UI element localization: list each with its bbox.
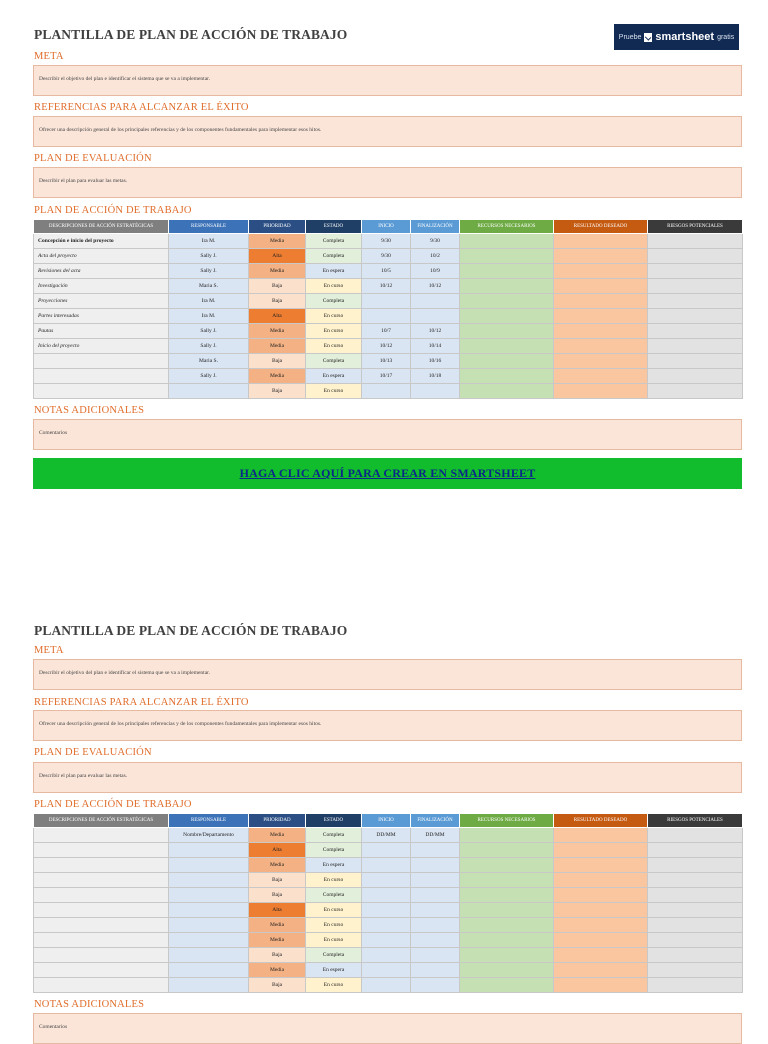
cell-recursos[interactable] (460, 918, 554, 933)
cell-riesgos[interactable] (648, 858, 743, 873)
cell-prioridad[interactable]: Alta (249, 903, 306, 918)
cell-finalizacion[interactable] (411, 888, 460, 903)
cell-recursos[interactable] (460, 339, 554, 354)
cell-inicio[interactable]: 10/12 (362, 339, 411, 354)
col-header-riesgos: RIESGOS POTENCIALES (648, 220, 743, 234)
col-header-recursos: RECURSOS NECESARIOS (460, 220, 554, 234)
table-row (34, 933, 743, 948)
cell-descripcion[interactable] (34, 918, 169, 933)
cell-riesgos[interactable] (648, 324, 743, 339)
col-header-responsable: RESPONSABLE (169, 814, 249, 828)
cell-recursos[interactable] (460, 384, 554, 399)
cell-prioridad[interactable]: Media (249, 234, 306, 249)
cell-recursos[interactable] (460, 858, 554, 873)
plan-heading: PLAN DE ACCIÓN DE TRABAJO (34, 799, 192, 810)
cell-resultado[interactable] (554, 948, 648, 963)
cell-descripcion[interactable] (34, 963, 169, 978)
cell-resultado[interactable] (554, 963, 648, 978)
cell-resultado[interactable] (554, 933, 648, 948)
cell-finalizacion[interactable] (411, 948, 460, 963)
cell-finalizacion[interactable] (411, 978, 460, 993)
cell-riesgos[interactable] (648, 384, 743, 399)
cell-finalizacion[interactable] (411, 384, 460, 399)
action-plan-table (33, 219, 743, 399)
table-row (34, 843, 743, 858)
col-header-inicio: INICIO (362, 220, 411, 234)
cell-resultado[interactable] (554, 279, 648, 294)
cell-responsable[interactable]: Nombre/Departamento (169, 828, 249, 843)
page-title: PLANTILLA DE PLAN DE ACCIÓN DE TRABAJO (34, 27, 348, 42)
cell-inicio[interactable]: 10/13 (362, 354, 411, 369)
cell-resultado[interactable] (554, 843, 648, 858)
notas-field[interactable]: Comentarios (33, 419, 742, 450)
cell-descripcion[interactable] (34, 873, 169, 888)
cell-inicio[interactable] (362, 384, 411, 399)
cell-resultado[interactable] (554, 249, 648, 264)
cell-finalizacion[interactable]: 10/14 (411, 339, 460, 354)
meta-heading: META (34, 51, 64, 62)
cell-inicio[interactable] (362, 858, 411, 873)
cell-estado[interactable]: Completa (306, 354, 362, 369)
cell-resultado[interactable] (554, 324, 648, 339)
notas-heading: NOTAS ADICIONALES (34, 999, 145, 1010)
cell-estado[interactable]: En curso (306, 324, 362, 339)
col-header-estado: ESTADO (306, 220, 362, 234)
cell-responsable[interactable]: Maria S. (169, 279, 249, 294)
cell-recursos[interactable] (460, 963, 554, 978)
cell-estado[interactable]: En curso (306, 309, 362, 324)
cell-recursos[interactable] (460, 354, 554, 369)
cell-responsable[interactable] (169, 933, 249, 948)
table-row (34, 978, 743, 993)
cell-responsable[interactable]: Ira M. (169, 294, 249, 309)
table-row (34, 903, 743, 918)
cell-prioridad[interactable]: Alta (249, 249, 306, 264)
cell-recursos[interactable] (460, 828, 554, 843)
table-row (34, 249, 743, 264)
cell-riesgos[interactable] (648, 294, 743, 309)
cell-estado[interactable]: En curso (306, 279, 362, 294)
cell-estado[interactable]: En espera (306, 858, 362, 873)
referencias-heading: REFERENCIAS PARA ALCANZAR EL ÉXITO (34, 697, 249, 708)
col-header-resultado: RESULTADO DESEADO (554, 814, 648, 828)
promo-pre-label: Pruebe (618, 33, 642, 41)
cell-estado[interactable]: En curso (306, 918, 362, 933)
cell-riesgos[interactable] (648, 873, 743, 888)
cell-responsable[interactable] (169, 843, 249, 858)
cell-recursos[interactable] (460, 234, 554, 249)
table-row (34, 264, 743, 279)
table-header-row (34, 814, 743, 828)
cell-prioridad[interactable]: Media (249, 933, 306, 948)
table-row (34, 384, 743, 399)
cell-finalizacion[interactable] (411, 858, 460, 873)
cell-descripcion[interactable]: Revisiones del acta (34, 264, 169, 279)
cell-inicio[interactable] (362, 918, 411, 933)
cell-inicio[interactable] (362, 294, 411, 309)
promo-post-label: gratis (717, 33, 735, 41)
table-row (34, 279, 743, 294)
cell-riesgos[interactable] (648, 339, 743, 354)
cell-descripcion[interactable]: Pautas (34, 324, 169, 339)
cell-estado[interactable]: Completa (306, 828, 362, 843)
cell-responsable[interactable] (169, 948, 249, 963)
cell-estado[interactable]: Completa (306, 948, 362, 963)
cell-inicio[interactable] (362, 888, 411, 903)
cell-descripcion[interactable] (34, 858, 169, 873)
cell-inicio[interactable]: 10/12 (362, 279, 411, 294)
table-row (34, 858, 743, 873)
cell-responsable[interactable]: Maria S. (169, 354, 249, 369)
col-header-resultado: RESULTADO DESEADO (554, 220, 648, 234)
cell-estado[interactable]: En curso (306, 339, 362, 354)
cell-resultado[interactable] (554, 309, 648, 324)
referencias-heading: REFERENCIAS PARA ALCANZAR EL ÉXITO (34, 102, 249, 113)
cell-inicio[interactable] (362, 978, 411, 993)
cell-recursos[interactable] (460, 873, 554, 888)
cell-descripcion[interactable] (34, 978, 169, 993)
cell-riesgos[interactable] (648, 888, 743, 903)
cell-riesgos[interactable] (648, 354, 743, 369)
cell-recursos[interactable] (460, 903, 554, 918)
cell-inicio[interactable] (362, 873, 411, 888)
cell-finalizacion[interactable] (411, 933, 460, 948)
cell-estado[interactable]: En curso (306, 978, 362, 993)
action-plan-table (33, 813, 743, 993)
cell-resultado[interactable] (554, 369, 648, 384)
table-row (34, 963, 743, 978)
cell-riesgos[interactable] (648, 264, 743, 279)
meta-field[interactable]: Describir el objetivo del plan e identificar el sistema que se va a implementar. (33, 659, 742, 690)
cell-finalizacion[interactable] (411, 843, 460, 858)
cell-estado[interactable]: Completa (306, 234, 362, 249)
cta-label: HAGA CLIC AQUÍ PARA CREAR EN SMARTSHEET (239, 466, 536, 480)
cell-resultado[interactable] (554, 873, 648, 888)
table-row (34, 354, 743, 369)
cell-prioridad[interactable]: Baja (249, 978, 306, 993)
cell-prioridad[interactable]: Baja (249, 888, 306, 903)
cell-estado[interactable]: Completa (306, 249, 362, 264)
cell-inicio[interactable] (362, 903, 411, 918)
create-in-smartsheet-button[interactable] (33, 458, 742, 489)
cell-prioridad[interactable]: Alta (249, 309, 306, 324)
cell-prioridad[interactable]: Baja (249, 384, 306, 399)
cell-riesgos[interactable] (648, 369, 743, 384)
cell-riesgos[interactable] (648, 933, 743, 948)
table-row (34, 918, 743, 933)
cell-finalizacion[interactable] (411, 309, 460, 324)
cell-recursos[interactable] (460, 843, 554, 858)
cell-resultado[interactable] (554, 918, 648, 933)
cell-descripcion[interactable] (34, 369, 169, 384)
table-header-row (34, 220, 743, 234)
cell-resultado[interactable] (554, 234, 648, 249)
cell-riesgos[interactable] (648, 309, 743, 324)
cell-inicio[interactable]: 10/7 (362, 324, 411, 339)
cell-prioridad[interactable]: Media (249, 324, 306, 339)
cell-prioridad[interactable]: Baja (249, 354, 306, 369)
cell-finalizacion[interactable]: 10/12 (411, 324, 460, 339)
cell-prioridad[interactable]: Media (249, 264, 306, 279)
cell-prioridad[interactable]: Media (249, 339, 306, 354)
col-header-riesgos: RIESGOS POTENCIALES (648, 814, 743, 828)
cell-finalizacion[interactable] (411, 963, 460, 978)
evaluacion-heading: PLAN DE EVALUACIÓN (34, 747, 152, 758)
cell-descripcion[interactable]: Investigación (34, 279, 169, 294)
cell-finalizacion[interactable]: 10/18 (411, 369, 460, 384)
cell-resultado[interactable] (554, 354, 648, 369)
cell-estado[interactable]: Completa (306, 294, 362, 309)
cell-finalizacion[interactable]: 10/9 (411, 264, 460, 279)
col-header-prioridad: PRIORIDAD (249, 814, 306, 828)
cell-prioridad[interactable]: Media (249, 963, 306, 978)
table-row (34, 309, 743, 324)
cell-resultado[interactable] (554, 828, 648, 843)
cell-responsable[interactable]: Sally J. (169, 369, 249, 384)
referencias-field[interactable]: Ofrecer una descripción general de los principales referencias y de los componentes fundamentales para implementar esos hitos. (33, 116, 742, 147)
cell-estado[interactable]: En curso (306, 933, 362, 948)
cell-riesgos[interactable] (648, 279, 743, 294)
table-row (34, 234, 743, 249)
cell-resultado[interactable] (554, 294, 648, 309)
cell-descripcion[interactable] (34, 354, 169, 369)
col-header-responsable: RESPONSABLE (169, 220, 249, 234)
cell-prioridad[interactable]: Baja (249, 294, 306, 309)
cell-inicio[interactable] (362, 309, 411, 324)
cell-finalizacion[interactable] (411, 294, 460, 309)
cell-riesgos[interactable] (648, 918, 743, 933)
cell-responsable[interactable]: Ira M. (169, 309, 249, 324)
cell-inicio[interactable]: 9/30 (362, 234, 411, 249)
cell-responsable[interactable] (169, 888, 249, 903)
cell-prioridad[interactable]: Media (249, 858, 306, 873)
cell-riesgos[interactable] (648, 978, 743, 993)
cell-resultado[interactable] (554, 264, 648, 279)
cell-responsable[interactable] (169, 903, 249, 918)
cell-finalizacion[interactable] (411, 903, 460, 918)
cell-estado[interactable]: En curso (306, 384, 362, 399)
cell-responsable[interactable] (169, 858, 249, 873)
cell-descripcion[interactable] (34, 933, 169, 948)
cell-responsable[interactable] (169, 963, 249, 978)
cell-responsable[interactable] (169, 918, 249, 933)
table-row (34, 888, 743, 903)
cell-recursos[interactable] (460, 279, 554, 294)
table-row (34, 828, 743, 843)
cell-estado[interactable]: En espera (306, 963, 362, 978)
cell-recursos[interactable] (460, 933, 554, 948)
cell-descripcion[interactable] (34, 384, 169, 399)
cell-responsable[interactable] (169, 873, 249, 888)
page-title: PLANTILLA DE PLAN DE ACCIÓN DE TRABAJO (34, 623, 348, 638)
table-row (34, 294, 743, 309)
cell-resultado[interactable] (554, 858, 648, 873)
cell-resultado[interactable] (554, 978, 648, 993)
cell-prioridad[interactable]: Media (249, 918, 306, 933)
table-row (34, 324, 743, 339)
cell-recursos[interactable] (460, 264, 554, 279)
cell-inicio[interactable] (362, 843, 411, 858)
cell-resultado[interactable] (554, 903, 648, 918)
cell-resultado[interactable] (554, 339, 648, 354)
cell-responsable[interactable] (169, 384, 249, 399)
cell-responsable[interactable] (169, 978, 249, 993)
evaluacion-field[interactable]: Describir el plan para evaluar las metas. (33, 167, 742, 198)
cell-responsable[interactable]: Sally J. (169, 264, 249, 279)
cell-resultado[interactable] (554, 888, 648, 903)
table-row (34, 948, 743, 963)
cell-finalizacion[interactable]: 10/2 (411, 249, 460, 264)
cell-estado[interactable]: En curso (306, 873, 362, 888)
evaluacion-heading: PLAN DE EVALUACIÓN (34, 153, 152, 164)
cell-prioridad[interactable]: Baja (249, 948, 306, 963)
notas-heading: NOTAS ADICIONALES (34, 405, 145, 416)
cell-estado[interactable]: En espera (306, 369, 362, 384)
referencias-field[interactable]: Ofrecer una descripción general de los principales referencias y de los componentes fundamentales para implementar esos hitos. (33, 710, 742, 741)
cell-riesgos[interactable] (648, 828, 743, 843)
cell-responsable[interactable]: Sally J. (169, 324, 249, 339)
cell-riesgos[interactable] (648, 843, 743, 858)
cell-recursos[interactable] (460, 978, 554, 993)
cell-descripcion[interactable] (34, 888, 169, 903)
cell-inicio[interactable] (362, 933, 411, 948)
promo-brand-label: smartsheet (655, 31, 715, 43)
cell-finalizacion[interactable]: 10/16 (411, 354, 460, 369)
cell-estado[interactable]: En espera (306, 264, 362, 279)
plan-heading: PLAN DE ACCIÓN DE TRABAJO (34, 205, 192, 216)
cell-recursos[interactable] (460, 249, 554, 264)
col-header-finalizacion: FINALIZACIÓN (411, 220, 460, 234)
meta-heading: META (34, 645, 64, 656)
col-header-descripciones: DESCRIPCIONES DE ACCIÓN ESTRATÉGICAS (34, 814, 169, 828)
cell-responsable[interactable]: Sally J. (169, 339, 249, 354)
cell-descripcion[interactable]: Acta del proyecto (34, 249, 169, 264)
cell-responsable[interactable]: Ira M. (169, 234, 249, 249)
cell-recursos[interactable] (460, 294, 554, 309)
cell-inicio[interactable] (362, 948, 411, 963)
cell-finalizacion[interactable] (411, 873, 460, 888)
cell-finalizacion[interactable]: 10/12 (411, 279, 460, 294)
cell-riesgos[interactable] (648, 234, 743, 249)
cell-inicio[interactable]: 10/17 (362, 369, 411, 384)
cell-riesgos[interactable] (648, 948, 743, 963)
cell-finalizacion[interactable]: DD/MM (411, 828, 460, 843)
cell-descripcion[interactable] (34, 843, 169, 858)
notas-field[interactable]: Comentarios (33, 1013, 742, 1044)
cell-descripcion[interactable]: Inicio del proyecto (34, 339, 169, 354)
col-header-recursos: RECURSOS NECESARIOS (460, 814, 554, 828)
cell-prioridad[interactable]: Baja (249, 873, 306, 888)
smartsheet-logo-icon (644, 33, 652, 42)
col-header-descripciones: DESCRIPCIONES DE ACCIÓN ESTRATÉGICAS (34, 220, 169, 234)
cell-descripcion[interactable]: Partes interesadas (34, 309, 169, 324)
evaluacion-field[interactable]: Describir el plan para evaluar las metas. (33, 762, 742, 793)
cell-riesgos[interactable] (648, 249, 743, 264)
cell-finalizacion[interactable] (411, 918, 460, 933)
col-header-finalizacion: FINALIZACIÓN (411, 814, 460, 828)
col-header-prioridad: PRIORIDAD (249, 220, 306, 234)
table-row (34, 339, 743, 354)
cell-prioridad[interactable]: Alta (249, 843, 306, 858)
col-header-inicio: INICIO (362, 814, 411, 828)
cell-prioridad[interactable]: Media (249, 369, 306, 384)
cell-inicio[interactable] (362, 963, 411, 978)
cell-estado[interactable]: Completa (306, 888, 362, 903)
cell-estado[interactable]: En curso (306, 903, 362, 918)
cell-descripcion[interactable] (34, 903, 169, 918)
cell-recursos[interactable] (460, 369, 554, 384)
cell-inicio[interactable]: 9/30 (362, 249, 411, 264)
table-row (34, 873, 743, 888)
table-row (34, 369, 743, 384)
cell-recursos[interactable] (460, 324, 554, 339)
cell-prioridad[interactable]: Media (249, 828, 306, 843)
cell-resultado[interactable] (554, 384, 648, 399)
cell-finalizacion[interactable]: 9/30 (411, 234, 460, 249)
cell-recursos[interactable] (460, 309, 554, 324)
smartsheet-trial-button[interactable] (614, 24, 739, 50)
cell-responsable[interactable]: Sally J. (169, 249, 249, 264)
meta-field[interactable]: Describir el objetivo del plan e identificar el sistema que se va a implementar. (33, 65, 742, 96)
cell-descripcion[interactable]: Proyecciones (34, 294, 169, 309)
cell-riesgos[interactable] (648, 963, 743, 978)
cell-inicio[interactable]: DD/MM (362, 828, 411, 843)
cell-estado[interactable]: Completa (306, 843, 362, 858)
cell-prioridad[interactable]: Baja (249, 279, 306, 294)
cell-descripcion[interactable]: Concepción e inicio del proyecto (34, 234, 169, 249)
cell-descripcion[interactable] (34, 828, 169, 843)
cell-inicio[interactable]: 10/5 (362, 264, 411, 279)
col-header-estado: ESTADO (306, 814, 362, 828)
cell-descripcion[interactable] (34, 948, 169, 963)
cell-recursos[interactable] (460, 948, 554, 963)
cell-recursos[interactable] (460, 888, 554, 903)
cell-riesgos[interactable] (648, 903, 743, 918)
